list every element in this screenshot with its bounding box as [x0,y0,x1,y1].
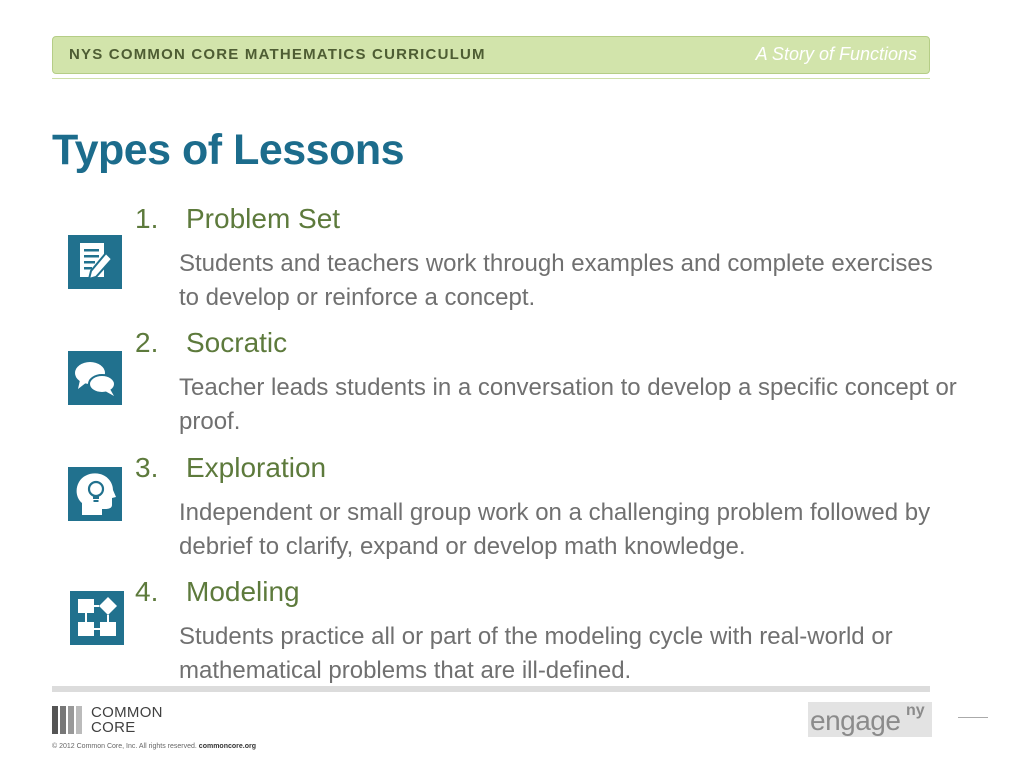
lesson-description: Students practice all or part of the modeling cycle with real-world or mathematical problems that are ill-defined. [179,623,893,684]
header-divider [52,78,930,79]
common-core-logo [52,706,182,736]
page-title: Types of Lessons [52,126,405,174]
logo-line-1: COMMON [91,704,163,721]
lightbulb-head-icon [68,467,122,521]
footer-divider [52,686,930,692]
lesson-name: Problem Set [186,203,341,234]
lesson-description: Students and teachers work through examples and complete exercises to develop or reinforce a concept. [179,250,933,311]
copyright-link[interactable]: commoncore.org [198,743,256,750]
lesson-name: Modeling [186,576,300,607]
lesson-description: Independent or small group work on a challenging problem followed by debrief to clarify, expand or develop math knowledge. [179,499,931,560]
engage-wordmark: engage [810,705,901,736]
lesson-name: Exploration [186,452,327,483]
speech-bubbles-icon [68,351,122,405]
engage-superscript: ny [906,702,925,719]
flowchart-icon [70,591,124,645]
lesson-description: Teacher leads students in a conversation to develop a specific concept or proof. [179,374,957,435]
copyright-text: © 2012 Common Core, Inc. All rights reserved. [52,743,197,750]
lesson-name: Socratic [186,327,288,358]
lesson-number: 4. [135,576,159,607]
lesson-number: 1. [135,203,159,234]
lesson-number: 3. [135,452,159,483]
copyright-notice [52,743,256,750]
logo-line-2: CORE [91,719,136,736]
document-pencil-icon [68,235,122,289]
engageny-logo [808,702,932,737]
lesson-number: 2. [135,327,159,358]
side-divider [958,717,988,718]
header-bar [52,36,930,74]
module-title: A Story of Functions [755,44,917,64]
curriculum-title: NYS COMMON CORE MATHEMATICS CURRICULUM [69,46,486,63]
